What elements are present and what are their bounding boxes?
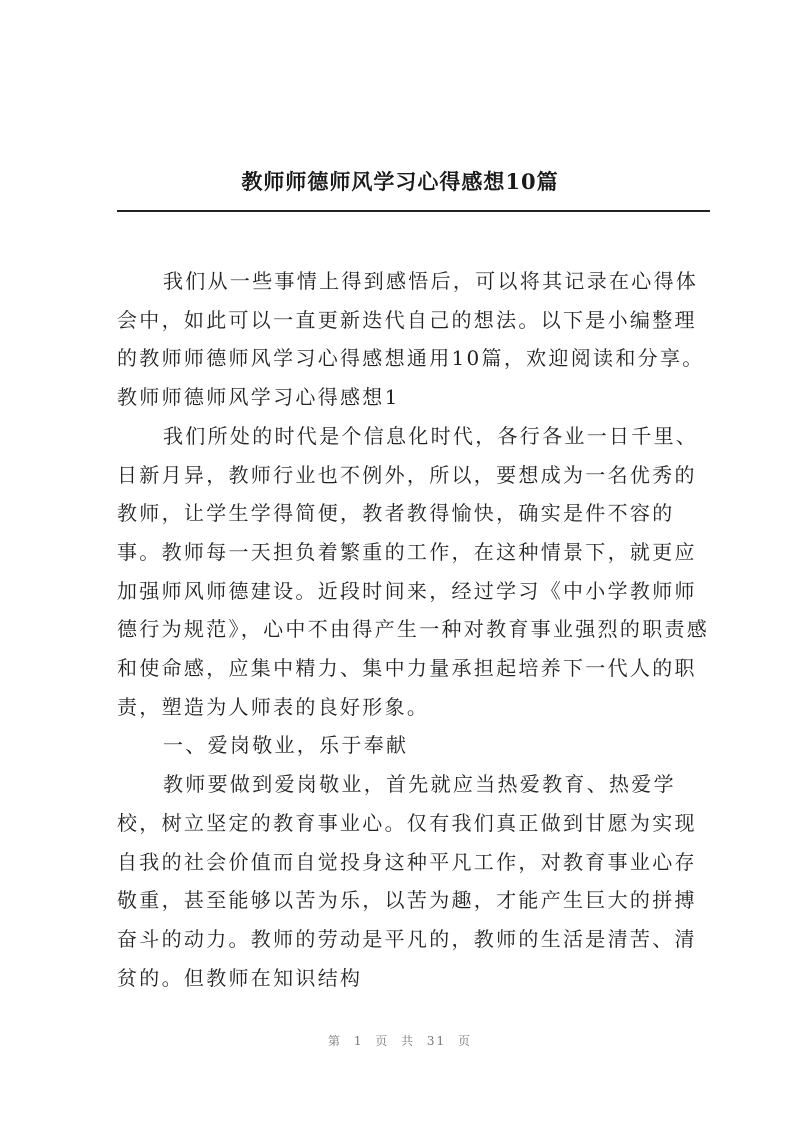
title-divider xyxy=(117,210,710,212)
document-body xyxy=(117,262,710,997)
section-heading: 一、爱岗敬业，乐于奉献 xyxy=(163,733,409,758)
document-title: 教师师德师风学习心得感想10篇 xyxy=(241,169,559,194)
page-footer: 第 1 页 共 31 页 xyxy=(328,1034,472,1048)
paragraph-dedication: 教师要做到爱岗敬业，首先就应当热爱教育、热爱学校，树立坚定的教育事业心。仅有我们真正做到甘愿为实现自我的社会价值而自觉投身这种平凡工作，对教育事业心存敬重，甚至能够以苦为乐，以苦为趣，才能产生巨大的拼搏奋斗的动力。教师的劳动是平凡的，教师的生活是清苦、清贫的。但教师在知识结构 xyxy=(117,772,697,990)
paragraph-era: 我们所处的时代是个信息化时代，各行各业一日千里、日新月异，教师行业也不例外，所以，要想成为一名优秀的教师，让学生学得简便，教者教得愉快，确实是件不容的事。教师每一天担负着繁重的工作，在这种情景下，就更应加强师风师德建设。近段时间来，经过学习《中小学教师师德行为规范》，心中不由得产生一种对教育事业强烈的职责感和使命感，应集中精力、集中力量承担起培养下一代人的职责，塑造为人师表的良好形象。 xyxy=(117,423,710,719)
paragraph-intro: 我们从一些事情上得到感悟后，可以将其记录在心得体会中，如此可以一直更新迭代自己的想法。以下是小编整理的教师师德师风学习心得感想通用10篇，欢迎阅读和分享。教师师德师风学习心得感想1 xyxy=(117,269,705,410)
